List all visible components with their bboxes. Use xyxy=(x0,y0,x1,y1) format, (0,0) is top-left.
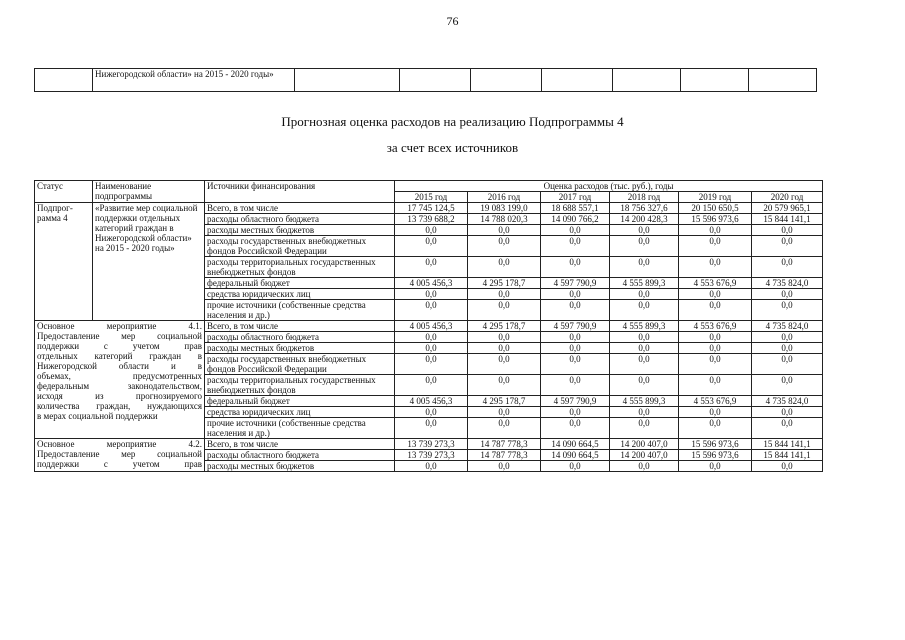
value-cell: 0,0 xyxy=(541,461,610,472)
value-cell: 0,0 xyxy=(541,332,610,343)
source-cell: расходы местных бюджетов xyxy=(205,225,395,236)
value-cell: 0,0 xyxy=(679,354,752,375)
source-cell: расходы государственных внебюджетных фондов Российской Федерации xyxy=(205,354,395,375)
cell xyxy=(471,69,542,92)
source-cell: расходы областного бюджета xyxy=(205,332,395,343)
value-cell: 0,0 xyxy=(395,300,468,321)
table-row xyxy=(35,321,823,332)
value-cell: 0,0 xyxy=(541,289,610,300)
value-cell: 19 083 199,0 xyxy=(468,203,541,214)
value-cell: 0,0 xyxy=(395,257,468,278)
value-cell: 0,0 xyxy=(468,289,541,300)
value-cell: 0,0 xyxy=(395,236,468,257)
activity-description-line: Предоставление мер социальной xyxy=(37,331,202,341)
value-cell: 0,0 xyxy=(468,354,541,375)
value-cell: 0,0 xyxy=(395,375,468,396)
value-cell: 14 200 407,0 xyxy=(610,450,679,461)
value-cell: 0,0 xyxy=(610,461,679,472)
value-cell: 0,0 xyxy=(610,289,679,300)
value-cell: 20 579 965,1 xyxy=(752,203,823,214)
activity-description-line: поддержки с учетом прав xyxy=(37,459,202,469)
value-cell: 0,0 xyxy=(610,343,679,354)
value-cell: 0,0 xyxy=(541,236,610,257)
value-cell: 0,0 xyxy=(679,375,752,396)
page-number: 76 xyxy=(446,14,459,28)
value-cell: 13 739 688,2 xyxy=(395,214,468,225)
cell xyxy=(35,69,93,92)
value-cell: 0,0 xyxy=(395,407,468,418)
value-cell: 14 200 407,0 xyxy=(610,439,679,450)
source-cell: расходы территориальных государственных внебюджетных фондов xyxy=(205,257,395,278)
header-year: 2015 год xyxy=(395,192,468,203)
value-cell: 0,0 xyxy=(468,407,541,418)
header-estimate: Оценка расходов (тыс. руб.), годы xyxy=(395,181,823,192)
value-cell: 0,0 xyxy=(395,461,468,472)
cell xyxy=(613,69,681,92)
activity-description-cell xyxy=(35,439,205,472)
cell xyxy=(295,69,400,92)
heading-subtitle: за счет всех источников xyxy=(386,140,519,155)
value-cell: 4 005 456,3 xyxy=(395,396,468,407)
activity-description-line: поддержки с учетом прав xyxy=(37,341,202,351)
value-cell: 0,0 xyxy=(610,375,679,396)
header-status: Статус xyxy=(35,181,93,203)
activity-description-line: Предоставление мер социальной xyxy=(37,449,202,459)
value-cell: 15 844 141,1 xyxy=(752,439,823,450)
value-cell: 0,0 xyxy=(610,225,679,236)
source-cell: расходы территориальных государственных внебюджетных фондов xyxy=(205,375,395,396)
value-cell: 4 735 824,0 xyxy=(752,321,823,332)
value-cell: 15 844 141,1 xyxy=(752,214,823,225)
value-cell: 0,0 xyxy=(679,236,752,257)
value-cell: 13 739 273,3 xyxy=(395,439,468,450)
cell xyxy=(749,69,817,92)
activity-description-line: Основное мероприятие 4.2. xyxy=(37,439,202,449)
source-cell: федеральный бюджет xyxy=(205,396,395,407)
cell xyxy=(542,69,613,92)
value-cell: 4 597 790,9 xyxy=(541,278,610,289)
header-row xyxy=(35,181,823,192)
value-cell: 0,0 xyxy=(395,343,468,354)
cell xyxy=(681,69,749,92)
value-cell: 4 553 676,9 xyxy=(679,396,752,407)
heading-title: Прогнозная оценка расходов на реализацию Подпрограммы 4 xyxy=(281,114,624,129)
value-cell: 0,0 xyxy=(752,289,823,300)
source-cell: расходы местных бюджетов xyxy=(205,343,395,354)
source-cell: расходы областного бюджета xyxy=(205,214,395,225)
value-cell: 0,0 xyxy=(679,343,752,354)
value-cell: 14 788 020,3 xyxy=(468,214,541,225)
value-cell: 14 090 664,5 xyxy=(541,439,610,450)
value-cell: 4 295 178,7 xyxy=(468,396,541,407)
value-cell: 0,0 xyxy=(541,407,610,418)
continuation-row xyxy=(35,69,817,92)
activity-description-line: отдельных категорий граждан в xyxy=(37,351,202,361)
value-cell: 0,0 xyxy=(541,354,610,375)
activity-description-line: Нижегородской области и в xyxy=(37,361,202,371)
source-cell: средства юридических лиц xyxy=(205,407,395,418)
value-cell: 0,0 xyxy=(395,225,468,236)
continuation-text: Нижегородской области» на 2015 - 2020 годы» xyxy=(93,69,295,92)
value-cell: 0,0 xyxy=(610,354,679,375)
value-cell: 0,0 xyxy=(752,461,823,472)
value-cell: 0,0 xyxy=(752,300,823,321)
value-cell: 14 090 766,2 xyxy=(541,214,610,225)
value-cell: 15 596 973,6 xyxy=(679,450,752,461)
value-cell: 0,0 xyxy=(679,332,752,343)
value-cell: 0,0 xyxy=(468,257,541,278)
value-cell: 0,0 xyxy=(752,332,823,343)
activity-description-line: количества граждан, нуждающихся xyxy=(37,401,202,411)
value-cell: 4 553 676,9 xyxy=(679,321,752,332)
value-cell: 0,0 xyxy=(752,354,823,375)
value-cell: 4 597 790,9 xyxy=(541,321,610,332)
value-cell: 0,0 xyxy=(752,257,823,278)
value-cell: 4 005 456,3 xyxy=(395,321,468,332)
value-cell: 0,0 xyxy=(468,300,541,321)
value-cell: 0,0 xyxy=(679,461,752,472)
continuation-table xyxy=(34,68,817,92)
value-cell: 0,0 xyxy=(610,236,679,257)
value-cell: 0,0 xyxy=(752,407,823,418)
value-cell: 4 555 899,3 xyxy=(610,321,679,332)
source-cell: Всего, в том числе xyxy=(205,439,395,450)
value-cell: 0,0 xyxy=(610,332,679,343)
header-year: 2018 год xyxy=(610,192,679,203)
value-cell: 4 295 178,7 xyxy=(468,321,541,332)
value-cell: 15 596 973,6 xyxy=(679,214,752,225)
source-cell: расходы местных бюджетов xyxy=(205,461,395,472)
value-cell: 0,0 xyxy=(679,257,752,278)
value-cell: 15 844 141,1 xyxy=(752,450,823,461)
value-cell: 0,0 xyxy=(468,375,541,396)
value-cell: 0,0 xyxy=(468,418,541,439)
value-cell: 4 005 456,3 xyxy=(395,278,468,289)
value-cell: 0,0 xyxy=(541,418,610,439)
value-cell: 0,0 xyxy=(752,375,823,396)
value-cell: 0,0 xyxy=(468,343,541,354)
activity-description-line: федеральным законодательством, xyxy=(37,381,202,391)
source-cell: расходы государственных внебюджетных фондов Российской Федерации xyxy=(205,236,395,257)
value-cell: 0,0 xyxy=(752,236,823,257)
value-cell: 0,0 xyxy=(468,461,541,472)
value-cell: 13 739 273,3 xyxy=(395,450,468,461)
header-year: 2019 год xyxy=(679,192,752,203)
header-year: 2017 год xyxy=(541,192,610,203)
value-cell: 4 735 824,0 xyxy=(752,278,823,289)
value-cell: 0,0 xyxy=(468,332,541,343)
value-cell: 14 200 428,3 xyxy=(610,214,679,225)
value-cell: 0,0 xyxy=(468,236,541,257)
value-cell: 0,0 xyxy=(395,332,468,343)
value-cell: 0,0 xyxy=(541,343,610,354)
status-cell: Подпрог- рамма 4 xyxy=(35,203,93,321)
source-cell: федеральный бюджет xyxy=(205,278,395,289)
value-cell: 0,0 xyxy=(610,300,679,321)
source-cell: расходы областного бюджета xyxy=(205,450,395,461)
value-cell: 0,0 xyxy=(752,225,823,236)
activity-description-cell xyxy=(35,321,205,439)
activity-description-line: Основное мероприятие 4.1. xyxy=(37,321,202,331)
value-cell: 17 745 124,5 xyxy=(395,203,468,214)
value-cell: 14 787 778,3 xyxy=(468,439,541,450)
value-cell: 20 150 650,5 xyxy=(679,203,752,214)
value-cell: 4 735 824,0 xyxy=(752,396,823,407)
value-cell: 0,0 xyxy=(679,225,752,236)
value-cell: 0,0 xyxy=(679,300,752,321)
value-cell: 0,0 xyxy=(395,354,468,375)
value-cell: 4 597 790,9 xyxy=(541,396,610,407)
table-row xyxy=(35,439,823,450)
value-cell: 4 295 178,7 xyxy=(468,278,541,289)
value-cell: 0,0 xyxy=(468,225,541,236)
source-cell: Всего, в том числе xyxy=(205,203,395,214)
value-cell: 0,0 xyxy=(541,375,610,396)
activity-description-line: в мерах социальной поддержки xyxy=(37,411,158,421)
table-row xyxy=(35,203,823,214)
source-cell: Всего, в том числе xyxy=(205,321,395,332)
value-cell: 18 756 327,6 xyxy=(610,203,679,214)
source-cell: прочие источники (собственные средства населения и др.) xyxy=(205,418,395,439)
value-cell: 4 555 899,3 xyxy=(610,278,679,289)
source-cell: средства юридических лиц xyxy=(205,289,395,300)
value-cell: 0,0 xyxy=(679,407,752,418)
header-year: 2020 год xyxy=(752,192,823,203)
source-cell: прочие источники (собственные средства населения и др.) xyxy=(205,300,395,321)
value-cell: 14 090 664,5 xyxy=(541,450,610,461)
value-cell: 0,0 xyxy=(610,257,679,278)
value-cell: 0,0 xyxy=(395,289,468,300)
value-cell: 0,0 xyxy=(541,225,610,236)
expenses-table xyxy=(34,180,823,472)
header-year: 2016 год xyxy=(468,192,541,203)
header-name: Наименование подпрограммы xyxy=(93,181,205,203)
value-cell: 0,0 xyxy=(541,257,610,278)
value-cell: 4 553 676,9 xyxy=(679,278,752,289)
value-cell: 14 787 778,3 xyxy=(468,450,541,461)
program-name-cell: «Развитие мер социальной поддержки отдельных категорий граждан в Нижегородской области» на 2015 - 2020 годы» xyxy=(93,203,205,321)
value-cell: 15 596 973,6 xyxy=(679,439,752,450)
value-cell: 0,0 xyxy=(610,407,679,418)
value-cell: 0,0 xyxy=(752,418,823,439)
cell xyxy=(400,69,471,92)
value-cell: 0,0 xyxy=(395,418,468,439)
value-cell: 0,0 xyxy=(610,418,679,439)
activity-description-line: объемах, предусмотренных xyxy=(37,371,202,381)
value-cell: 0,0 xyxy=(541,300,610,321)
value-cell: 4 555 899,3 xyxy=(610,396,679,407)
activity-description-line: исходя из прогнозируемого xyxy=(37,391,202,401)
value-cell: 0,0 xyxy=(752,343,823,354)
value-cell: 18 688 557,1 xyxy=(541,203,610,214)
value-cell: 0,0 xyxy=(679,418,752,439)
value-cell: 0,0 xyxy=(679,289,752,300)
header-sources: Источники финансирования xyxy=(205,181,395,203)
